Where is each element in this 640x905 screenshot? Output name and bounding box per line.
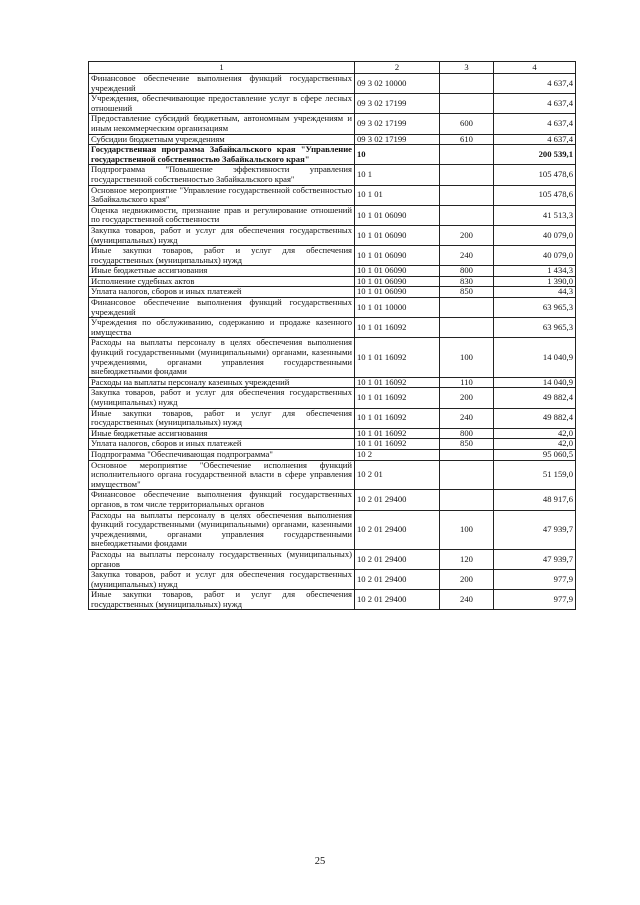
row-amount-cell: 41 513,3	[494, 205, 576, 225]
row-name-cell: Уплата налогов, сборов и иных платежей	[89, 287, 355, 298]
row-amount-cell: 105 478,6	[494, 185, 576, 205]
row-code-cell: 09 3 02 17199	[355, 134, 440, 145]
row-code-cell: 10 1 01 06090	[355, 225, 440, 245]
row-code-cell: 10 1 01 06090	[355, 276, 440, 287]
row-amount-cell: 200 539,1	[494, 145, 576, 165]
table-row	[89, 165, 576, 185]
row-type-cell: 100	[440, 510, 494, 549]
row-amount-cell: 63 965,3	[494, 318, 576, 338]
row-code-cell: 10 1 01 16092	[355, 408, 440, 428]
row-type-cell	[440, 165, 494, 185]
row-amount-cell: 49 882,4	[494, 408, 576, 428]
row-amount-cell: 4 637,4	[494, 134, 576, 145]
row-name-cell: Закупка товаров, работ и услуг для обеспечения государственных (муниципальных) нужд	[89, 570, 355, 590]
table-row	[89, 590, 576, 610]
row-name-cell: Закупка товаров, работ и услуг для обеспечения государственных (муниципальных) нужд	[89, 388, 355, 408]
table-row	[89, 439, 576, 450]
row-type-cell: 830	[440, 276, 494, 287]
row-amount-cell: 4 637,4	[494, 114, 576, 134]
header-col-3: 3	[440, 62, 494, 74]
row-amount-cell: 1 434,3	[494, 266, 576, 277]
table-row	[89, 74, 576, 94]
row-amount-cell: 4 637,4	[494, 94, 576, 114]
row-amount-cell: 49 882,4	[494, 388, 576, 408]
table-row	[89, 338, 576, 377]
table-row	[89, 510, 576, 549]
row-name-cell: Иные закупки товаров, работ и услуг для обеспечения государственных (муниципальных) нужд	[89, 246, 355, 266]
row-name-cell: Расходы на выплаты персоналу казенных учреждений	[89, 377, 355, 388]
table-row	[89, 570, 576, 590]
row-type-cell	[440, 460, 494, 490]
row-code-cell: 10 2 01 29400	[355, 590, 440, 610]
row-code-cell: 09 3 02 17199	[355, 94, 440, 114]
row-type-cell: 200	[440, 570, 494, 590]
table-row	[89, 298, 576, 318]
row-type-cell	[440, 205, 494, 225]
header-col-4: 4	[494, 62, 576, 74]
row-code-cell: 10 1 01 16092	[355, 318, 440, 338]
row-name-cell: Учреждения, обеспечивающие предоставление услуг в сфере лесных отношений	[89, 94, 355, 114]
row-code-cell: 10 1 01	[355, 185, 440, 205]
row-amount-cell: 48 917,6	[494, 490, 576, 510]
row-type-cell: 240	[440, 246, 494, 266]
row-type-cell: 120	[440, 549, 494, 569]
row-name-cell: Расходы на выплаты персоналу в целях обеспечения выполнения функций государственными (муниципальными) органами, казенными учреждениями, органами управления государственными внебюджетными фондами	[89, 510, 355, 549]
row-amount-cell: 14 040,9	[494, 338, 576, 377]
budget-table	[88, 61, 576, 610]
row-name-cell: Расходы на выплаты персоналу государственных (муниципальных) органов	[89, 549, 355, 569]
row-code-cell: 10 1 01 16092	[355, 439, 440, 450]
row-type-cell	[440, 490, 494, 510]
table-row	[89, 266, 576, 277]
table-row	[89, 287, 576, 298]
row-type-cell: 850	[440, 439, 494, 450]
row-name-cell: Финансовое обеспечение выполнения функций государственных учреждений	[89, 298, 355, 318]
table-body	[89, 74, 576, 610]
row-amount-cell: 40 079,0	[494, 246, 576, 266]
row-code-cell: 10 1 01 16092	[355, 377, 440, 388]
row-name-cell: Предоставление субсидий бюджетным, автономным учреждениям и иным некоммерческим организациям	[89, 114, 355, 134]
row-code-cell: 10 2	[355, 449, 440, 460]
row-type-cell	[440, 94, 494, 114]
row-name-cell: Оценка недвижимости, признание прав и регулирование отношений по государственной собственности	[89, 205, 355, 225]
row-name-cell: Государственная программа Забайкальского края "Управление государственной собственностью Забайкальского края"	[89, 145, 355, 165]
row-code-cell: 10 1 01 06090	[355, 205, 440, 225]
table-row	[89, 205, 576, 225]
row-name-cell: Иные закупки товаров, работ и услуг для обеспечения государственных (муниципальных) нужд	[89, 590, 355, 610]
row-code-cell: 09 3 02 10000	[355, 74, 440, 94]
table-row	[89, 276, 576, 287]
row-type-cell: 800	[440, 266, 494, 277]
row-code-cell: 10 2 01 29400	[355, 490, 440, 510]
table-row	[89, 246, 576, 266]
table-row	[89, 114, 576, 134]
row-code-cell: 09 3 02 17199	[355, 114, 440, 134]
table-header-row	[89, 62, 576, 74]
table-row	[89, 134, 576, 145]
row-type-cell: 240	[440, 408, 494, 428]
row-type-cell: 800	[440, 428, 494, 439]
row-amount-cell: 42,0	[494, 439, 576, 450]
row-amount-cell: 42,0	[494, 428, 576, 439]
table-row	[89, 377, 576, 388]
row-code-cell: 10 1 01 10000	[355, 298, 440, 318]
row-name-cell: Основное мероприятие "Управление государственной собственностью Забайкальского края"	[89, 185, 355, 205]
table-row	[89, 449, 576, 460]
row-type-cell	[440, 318, 494, 338]
row-code-cell: 10 2 01	[355, 460, 440, 490]
row-type-cell	[440, 145, 494, 165]
table-row	[89, 145, 576, 165]
row-name-cell: Подпрограмма "Обеспечивающая подпрограмма"	[89, 449, 355, 460]
row-amount-cell: 63 965,3	[494, 298, 576, 318]
row-name-cell: Исполнение судебных актов	[89, 276, 355, 287]
row-amount-cell: 47 939,7	[494, 549, 576, 569]
row-amount-cell: 14 040,9	[494, 377, 576, 388]
row-amount-cell: 40 079,0	[494, 225, 576, 245]
header-col-1: 1	[89, 62, 355, 74]
row-type-cell: 600	[440, 114, 494, 134]
row-amount-cell: 95 060,5	[494, 449, 576, 460]
row-type-cell: 110	[440, 377, 494, 388]
row-code-cell: 10 1	[355, 165, 440, 185]
table-row	[89, 490, 576, 510]
table-row	[89, 388, 576, 408]
row-type-cell	[440, 298, 494, 318]
row-type-cell: 240	[440, 590, 494, 610]
row-type-cell: 850	[440, 287, 494, 298]
row-amount-cell: 44,3	[494, 287, 576, 298]
row-amount-cell: 977,9	[494, 590, 576, 610]
row-name-cell: Финансовое обеспечение выполнения функций государственных органов, в том числе территориальных органов	[89, 490, 355, 510]
row-type-cell: 610	[440, 134, 494, 145]
row-name-cell: Иные бюджетные ассигнования	[89, 428, 355, 439]
row-code-cell: 10 1 01 06090	[355, 287, 440, 298]
row-type-cell	[440, 74, 494, 94]
row-name-cell: Иные закупки товаров, работ и услуг для обеспечения государственных (муниципальных) нужд	[89, 408, 355, 428]
row-name-cell: Подпрограмма "Повышение эффективности управления государственной собственностью Забайкальского края"	[89, 165, 355, 185]
row-code-cell: 10 2 01 29400	[355, 510, 440, 549]
row-amount-cell: 1 390,0	[494, 276, 576, 287]
row-amount-cell: 977,9	[494, 570, 576, 590]
row-name-cell: Уплата налогов, сборов и иных платежей	[89, 439, 355, 450]
row-amount-cell: 51 159,0	[494, 460, 576, 490]
row-amount-cell: 105 478,6	[494, 165, 576, 185]
row-name-cell: Расходы на выплаты персоналу в целях обеспечения выполнения функций государственными (муниципальными) органами, казенными учреждениями, органами управления государственными внебюджетными фондами	[89, 338, 355, 377]
row-code-cell: 10 2 01 29400	[355, 570, 440, 590]
row-code-cell: 10 1 01 06090	[355, 266, 440, 277]
row-name-cell: Субсидии бюджетным учреждениям	[89, 134, 355, 145]
row-type-cell: 200	[440, 388, 494, 408]
row-code-cell: 10 2 01 29400	[355, 549, 440, 569]
row-type-cell: 200	[440, 225, 494, 245]
table-row	[89, 408, 576, 428]
row-type-cell: 100	[440, 338, 494, 377]
row-name-cell: Основное мероприятие "Обеспечение исполнения функций исполнительного органа государственной власти в сфере управления имуществом"	[89, 460, 355, 490]
table-row	[89, 94, 576, 114]
table-row	[89, 428, 576, 439]
row-code-cell: 10 1 01 06090	[355, 246, 440, 266]
row-amount-cell: 4 637,4	[494, 74, 576, 94]
row-amount-cell: 47 939,7	[494, 510, 576, 549]
table-row	[89, 460, 576, 490]
page-number: 25	[314, 856, 326, 867]
row-code-cell: 10 1 01 16092	[355, 338, 440, 377]
table-row	[89, 185, 576, 205]
row-name-cell: Закупка товаров, работ и услуг для обеспечения государственных (муниципальных) нужд	[89, 225, 355, 245]
row-type-cell	[440, 449, 494, 460]
header-col-2: 2	[355, 62, 440, 74]
table-row	[89, 318, 576, 338]
table-row	[89, 225, 576, 245]
row-name-cell: Финансовое обеспечение выполнения функций государственных учреждений	[89, 74, 355, 94]
row-name-cell: Учреждения по обслуживанию, содержанию и продаже казенного имущества	[89, 318, 355, 338]
row-code-cell: 10 1 01 16092	[355, 428, 440, 439]
row-name-cell: Иные бюджетные ассигнования	[89, 266, 355, 277]
row-code-cell: 10	[355, 145, 440, 165]
row-type-cell	[440, 185, 494, 205]
row-code-cell: 10 1 01 16092	[355, 388, 440, 408]
table-row	[89, 549, 576, 569]
